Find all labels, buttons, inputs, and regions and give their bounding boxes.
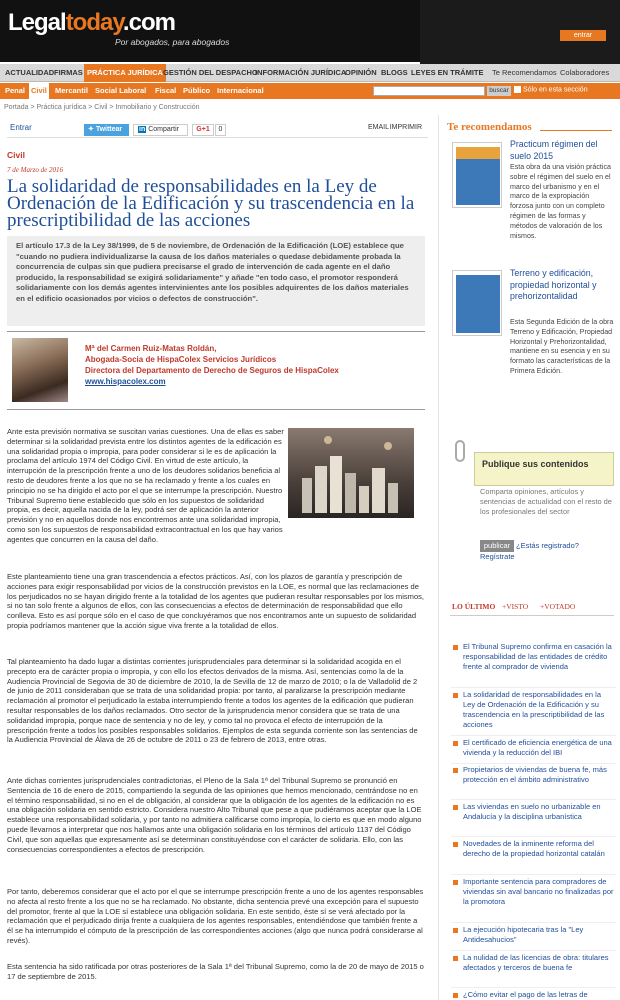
nav-leyes-tramite[interactable]: LEYES EN TRÁMITE <box>411 68 484 77</box>
list-item[interactable]: La solidaridad de responsabilidades en la Ley de Ordenación de la Edificación y su trascendencia en la prescriptibilidad de las acciones <box>451 690 616 736</box>
author-dept: Directora del Departamento de Derecho de Seguros de HispaColex <box>85 366 339 375</box>
article-lead: El artículo 17.3 de la Ley 38/1999, de 5 de noviembre, de Ordenación de la Edificación (LOE) establece que "cuando no pudiera individualizarse la causa de los daños materiales o quedase debidamente probada la concurrencia de culpas sin que pudiera precisarse el grado de intervención de cada agente en el daño producido, la responsabilidad se exigirá solidariamente" y añade "en todo caso, el promotor responderá solidariamente con los demás agentes intervinientes ante los posibles adquirentes de los daños materiales en el edificio ocasionados por vicios o defectos de construcción". <box>7 236 425 326</box>
article-paragraph: Por tanto, deberemos considerar que el acto por el que se interrumpe prescripción frente a uno de los agentes responsables no afecta al resto frente a los que no se ha reclamado. No obstante, dicha sentencia prevé una excepción para el supuesto del promotor, frente al que la LOE sí establece una obligación solidaria. En este sentido, éste sí se verá afectado por la reclamación que el perjudicado dirija frente a cualquiera de los agentes responsables, entendiéndose que también frente a él se ha interrumpido el cómputo de la prescripción de las correspondientes acciones (algo que nunca podrá considerarse al revés). <box>7 887 424 945</box>
login-button[interactable]: entrar <box>560 30 606 41</box>
article-paragraph: Tal planteamiento ha dado lugar a distintas corrientes jurisprudenciales para determinar si la solidaridad acogida en el precepto era de carácter propia o impropia, y con ello los efectos derivados de la misma. Así, sentencias como la de la Audiencia Provincial de Segovia de 30 de diciembre de 2010, la de Sevilla de 12 de marzo de 2010; o la de Valladolid de 2 de junio de 2011 consideraban que se trata de una solidaridad propia: por tanto, al paralizarse la prescripción mediante reclamación al promotor el perjudicado la estaba interrumpiendo frente a todos los agentes de la edificación que pudieran resultar responsables de los daños reclamados. Otro sector de la jurisprudencia menor considera que se trata de una solidaridad impropia, porque nace de sentencia y no de ley, y como tal no provoca el efecto de interrupción de la prescripción frente a todos los posibles responsables solidarios. Ejemplos de esta segunda corriente son las sentencias de la Audiencia Provincial de Álava de 26 de octubre de 2011 o 23 de febrero de 2013, entre otras. <box>7 657 418 745</box>
register-link[interactable]: ¿Estás registrado? Regístrate <box>480 541 579 561</box>
subnav-publico[interactable]: Público <box>183 86 211 95</box>
book-desc: Esta Segunda Edición de la obra Terreno y Edificación, Propiedad Horizontal y Prehorizontalidad, mantiene en su esencia y en su formato las características de la Primera Edición. <box>510 318 614 375</box>
author-photo <box>12 338 68 402</box>
subnav-fiscal[interactable]: Fiscal <box>155 86 177 95</box>
tab-lo-ultimo[interactable]: LO ÚLTIMO <box>452 602 496 611</box>
nav-colaboradores[interactable]: Colaboradores <box>560 68 610 77</box>
bullet-icon <box>453 928 458 933</box>
author-name: Mª del Carmen Ruiz-Matas Roldán, <box>85 344 217 353</box>
publish-box <box>474 452 614 486</box>
list-item[interactable]: El certificado de eficiencia energética de una vivienda y la reducción del IBI <box>451 738 616 764</box>
list-item[interactable]: Las viviendas en suelo no urbanizable en Andalucía y la disciplina urbanística <box>451 802 616 837</box>
author-url[interactable]: www.hispacolex.com <box>85 377 166 386</box>
nav-opinion[interactable]: OPINIÓN <box>345 68 377 77</box>
author-block <box>85 343 339 387</box>
subnav-mercantil[interactable]: Mercantil <box>55 86 88 95</box>
site-logo[interactable]: Legaltoday.com <box>8 9 175 36</box>
nav-firmas[interactable]: FIRMAS <box>54 68 83 77</box>
book-cover[interactable] <box>452 270 502 336</box>
bullet-icon <box>453 768 458 773</box>
nav-te-recomendamos[interactable]: Te Recomendamos <box>492 68 557 77</box>
divider <box>7 331 425 332</box>
twitter-icon: ✦ <box>88 126 96 133</box>
tab-mas-visto[interactable]: +VISTO <box>502 602 529 611</box>
book-title[interactable]: Practicum régimen del suelo 2015 <box>510 139 598 161</box>
bullet-icon <box>453 805 458 810</box>
article-paragraph: Esta sentencia ha sido ratificada por otras posteriores de la Sala 1ª del Tribunal Supremo, como la de 20 de mayo de 2015 o 17 de septiembre de 2015. <box>7 962 424 981</box>
bullet-icon <box>453 741 458 746</box>
tab-mas-votado[interactable]: +VOTADO <box>540 602 576 611</box>
gplus-count: 0 <box>215 124 226 136</box>
list-item[interactable]: La ejecución hipotecaria tras la "Ley Antidesahucios" <box>451 925 616 951</box>
list-item[interactable]: La nulidad de las licencias de obra: titulares afectados y terceros de buena fe <box>451 953 616 988</box>
paperclip-icon <box>455 440 465 462</box>
twitter-button[interactable]: ✦ Twittear <box>84 124 129 136</box>
entrar-link[interactable]: Entrar <box>10 123 32 132</box>
subnav-internacional[interactable]: Internacional <box>217 86 264 95</box>
nav-informacion-juridica[interactable]: INFORMACIÓN JURÍDICA <box>255 68 347 77</box>
search-button[interactable]: buscar <box>487 86 511 96</box>
list-item[interactable]: Importante sentencia para compradores de viviendas sin aval bancario no finalizadas por la promotora <box>451 877 616 923</box>
nav-practica-juridica[interactable]: PRÁCTICA JURÍDICA <box>84 64 166 82</box>
book-title[interactable]: Terreno y edificación, propiedad horizontal y prehorizontalidad <box>510 268 597 301</box>
checkbox-icon <box>514 86 521 93</box>
author-role: Abogada-Socia de HispaColex Servicios Jurídicos <box>85 355 277 364</box>
subnav-penal[interactable]: Penal <box>5 86 26 95</box>
list-item[interactable]: ¿Cómo evitar el pago de las letras de <box>451 990 616 1000</box>
article-title: La solidaridad de responsabilidades en la Ley de Ordenación de la Edificación y su trascendencia en la prescriptibilidad de las acciones <box>7 176 415 231</box>
nav-actualidad[interactable]: ACTUALIDAD <box>5 68 55 77</box>
book-desc: Esta obra da una visión práctica sobre el régimen del suelo en el marco del urbanismo y en el marco de la expropiación forzosa junto con un completo régimen de las formas y métodos de valoración de los mismos. <box>510 163 611 240</box>
publish-title: Publique sus contenidos <box>482 459 589 469</box>
bullet-icon <box>453 956 458 961</box>
bullet-icon <box>453 645 458 650</box>
heading-rule <box>540 130 612 131</box>
breadcrumb[interactable]: Portada > Práctica jurídica > Civil > Inmobiliario y Construcción <box>4 104 200 111</box>
linkedin-button[interactable]: in Compartir <box>133 124 188 136</box>
publish-desc: Comparta opiniones, artículos y sentencias de actualidad con el resto de los profesionales del sector <box>480 487 612 516</box>
search-input[interactable] <box>373 86 485 96</box>
divider <box>7 409 425 410</box>
article-section[interactable]: Civil <box>7 150 25 160</box>
article-image <box>288 428 414 518</box>
subnav-social-laboral[interactable]: Social Laboral <box>95 86 147 95</box>
book-cover[interactable] <box>452 142 502 208</box>
bullet-icon <box>453 693 458 698</box>
bullet-icon <box>453 880 458 885</box>
column-divider <box>438 115 439 1000</box>
article-paragraph: Ante esta previsión normativa se suscitan varias cuestiones. Una de ellas es saber determinar si la solidaridad prevista entre los distintos agentes de la edificación es una solidaridad propia o impropia, para poder considerar si le es de aplicación la proclama del artículo 1974 del Código Civil. En virtud de este artículo, la interrupción de la prescripción frente a uno de los deudores solidarios beneficia al resto de deudores frente a los que no se ha reclamado y frente a los cuales en principio no se ha dirigido el acto por el que se interrumpe la prescripción. Nuestro Tribunal Supremo tiene establecido que sólo en los supuestos de solidaridad propia, es decir, aquella nacida de la ley, podrá ser de aplicación la anterior previsión y no en aquellos donde nos encontremos ante una solidaridad impropia, como son los supuestos de responsabilidad extracontractual en los que hay varios agentes que concurren en la causa del daño. <box>7 427 284 544</box>
nav-blogs[interactable]: BLOGS <box>381 68 408 77</box>
bullet-icon <box>453 842 458 847</box>
print-link[interactable]: IMPRIMIR <box>389 124 422 131</box>
recommend-heading: Te recomendamos <box>447 121 532 133</box>
linkedin-icon: in <box>139 126 146 133</box>
section-only-checkbox[interactable]: Sólo en esta sección <box>514 86 588 93</box>
buildings-illustration <box>288 428 414 518</box>
email-link[interactable]: EMAIL <box>367 124 389 131</box>
publish-button[interactable]: publicar <box>480 540 514 552</box>
nav-gestion-despacho[interactable]: GESTIÓN DEL DESPACHO <box>163 68 258 77</box>
list-item[interactable]: Propietarios de viviendas de buena fe, más protección en el ámbito administrativo <box>451 765 616 800</box>
article-paragraph: Ante dichas corrientes jurisprudenciales contradictorias, el Pleno de la Sala 1ª del Tribunal Supremo se pronunció en Sentencia de 16 de enero de 2015, compartiendo la segunda de las opiniones que hemos mencionado, centrándose no en el término responsabilidad, si no en el de obligación, al considerar que la obligación de los agentes de la edificación no es una obligación solidaria en sentido estricto. Considera nuestro Alto Tribunal que pese a que pudiéramos aceptar que la LOE establece una responsabilidad solidaria, y por tanto no admitiera calificarse como impropia, lo cierto es que en modo alguno puede llevarnos a interpretar que nos hallamos ante una obligación solidaria en los términos del artículo 1137 del Código Civil, que son aquellas que expresamente así se determinan constituyéndose con el carácter de solidaria. Ello, con las consecuencias correspondientes a efectos de prescripción. <box>7 776 422 854</box>
subnav-civil[interactable]: Civil <box>29 83 49 99</box>
gplus-button[interactable]: G+1 <box>192 124 214 136</box>
list-item[interactable]: Novedades de la inminente reforma del derecho de la propiedad horizontal catalán <box>451 839 616 875</box>
list-item[interactable]: El Tribunal Supremo confirma en casación la responsabilidad de las entidades de crédito frente al comprador de vivienda <box>451 642 616 688</box>
bullet-icon <box>453 993 458 998</box>
main-nav <box>0 64 620 82</box>
article-date: 7 de Marzo de 2016 <box>7 166 63 174</box>
article-paragraph: Este planteamiento tiene una gran trascendencia a efectos prácticos. Así, con los plazos de garantía y prescripción de acciones para exigir responsabilidad por vicios de la construcción previstos en la LOE, es normal que las reclamaciones de los perjudicados no se hayan dirigido frente a la totalidad de los agentes que pudieran resultar responsables por los mismos, si no tan solo frente a algunos de ellos, con las consecuencias a efectos de determinación de responsabilidad que ello conlleva. Esto es así porque sólo en el caso de que concluyéramos que nos encontramos ante un supuesto de solidaridad propia podríamos mantener que la acción sigue viva frente a la totalidad de ellos. <box>7 572 425 630</box>
site-tagline: Por abogados, para abogados <box>115 37 230 47</box>
